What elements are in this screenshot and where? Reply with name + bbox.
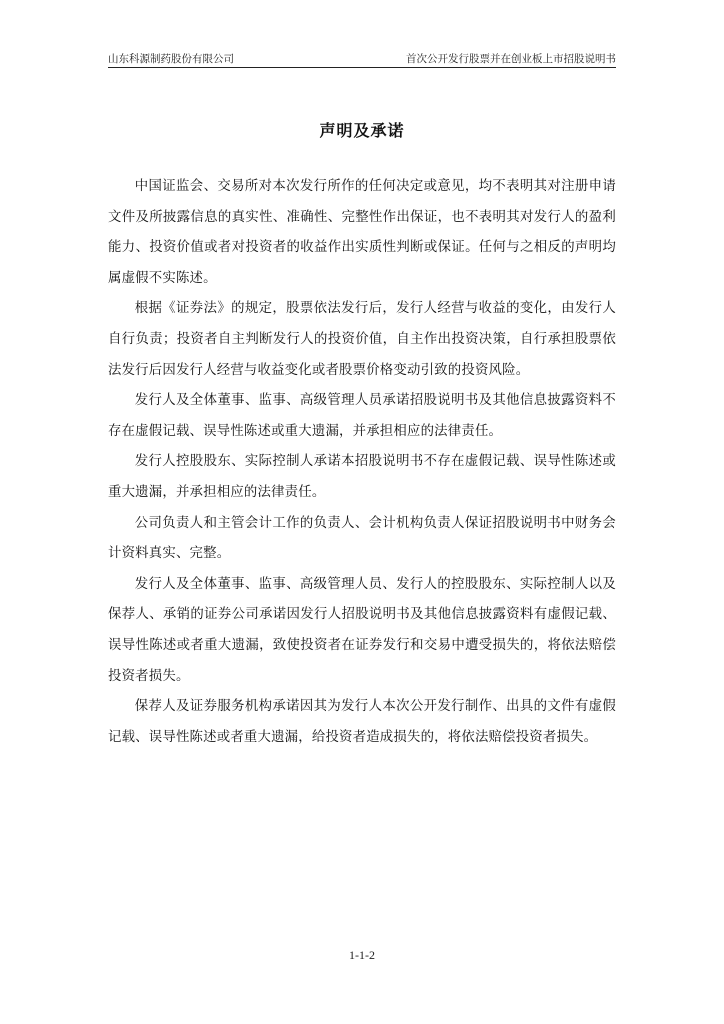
header-company: 山东科源制药股份有限公司 xyxy=(108,53,234,65)
paragraph: 根据《证券法》的规定，股票依法发行后，发行人经营与收益的变化，由发行人自行负责；投资者自主判断发行人的投资价值，自主作出投资决策，自行承担股票依法发行后因发行人经营与收益变化或者股票价格变动引致的投资风险。 xyxy=(108,301,616,378)
paragraph: 公司负责人和主管会计工作的负责人、会计机构负责人保证招股说明书中财务会计资料真实、完整。 xyxy=(108,515,616,562)
paragraph: 发行人及全体董事、监事、高级管理人员、发行人的控股股东、实际控制人以及保荐人、承销的证券公司承诺因发行人招股说明书及其他信息披露资料有虚假记载、误导性陈述或者重大遗漏，致使投资者在证券发行和交易中遭受损失的，将依法赔偿投资者损失。 xyxy=(108,576,616,684)
header-rule xyxy=(108,67,616,68)
page-title: 声明及承诺 xyxy=(319,121,405,140)
paragraph: 发行人控股股东、实际控制人承诺本招股说明书不存在虚假记载、误导性陈述或重大遗漏，并承担相应的法律责任。 xyxy=(108,454,616,500)
header-document-title: 首次公开发行股票并在创业板上市招股说明书 xyxy=(406,53,616,65)
declaration-body xyxy=(108,172,616,753)
page-header xyxy=(108,50,616,66)
paragraph: 保荐人及证券服务机构承诺因其为发行人本次公开发行制作、出具的文件有虚假记载、误导性陈述或者重大遗漏，给投资者造成损失的，将依法赔偿投资者损失。 xyxy=(108,699,616,745)
page-number: 1-1-2 xyxy=(349,948,375,962)
paragraph: 中国证监会、交易所对本次发行所作的任何决定或意见，均不表明其对注册申请文件及所披露信息的真实性、准确性、完整性作出保证，也不表明其对发行人的盈利能力、投资价值或者对投资者的收益作出实质性判断或保证。任何与之相反的声明均属虚假不实陈述。 xyxy=(108,179,616,286)
paragraph: 发行人及全体董事、监事、高级管理人员承诺招股说明书及其他信息披露资料不存在虚假记载、误导性陈述或重大遗漏，并承担相应的法律责任。 xyxy=(108,393,616,439)
